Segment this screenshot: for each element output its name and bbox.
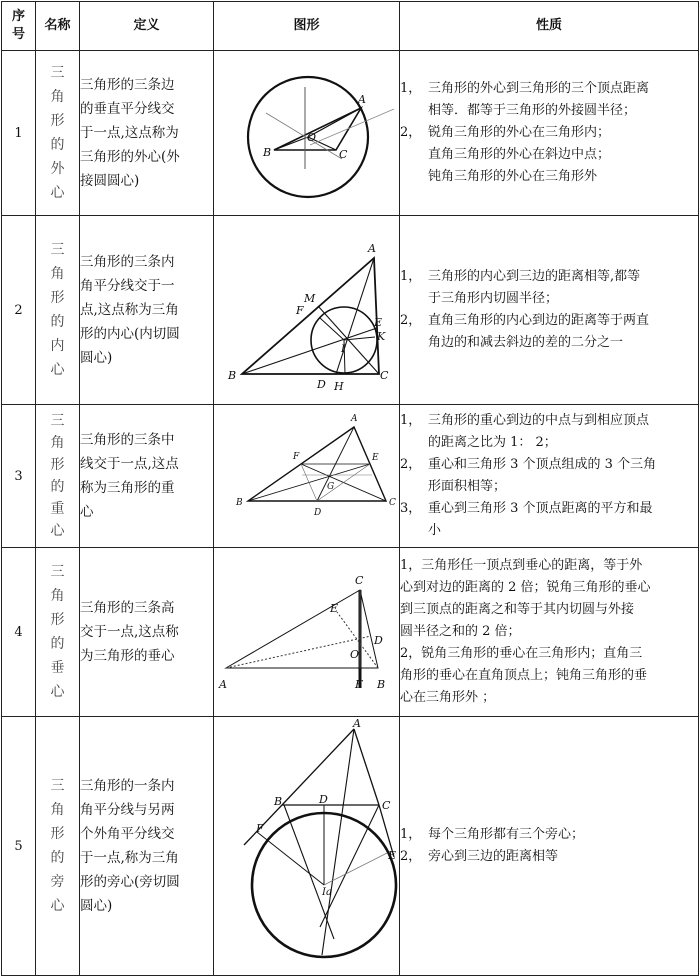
header-index: 序号: [2, 2, 36, 51]
definition-line: 三角形的三条高: [80, 600, 175, 616]
centroid-diagram: [214, 405, 400, 543]
prop-line: 旁心到三边的距离相等: [428, 849, 559, 864]
excenter-figure: [214, 717, 400, 976]
label-B: B: [236, 498, 243, 508]
label-B: B: [377, 678, 386, 691]
name-char: 三: [50, 778, 65, 794]
table-row: [2, 548, 699, 717]
definition-line: 三角形的三条边: [80, 77, 175, 93]
label-D: D: [319, 793, 328, 806]
prop-line: 锐角三角形的外心在三角形内；: [428, 125, 611, 140]
header-row: [2, 2, 699, 51]
prop-num: 2，: [400, 125, 422, 140]
label-A: A: [353, 717, 361, 730]
label-E: E: [330, 602, 339, 615]
label-B: B: [228, 369, 237, 382]
definition-line: 称为三角形的重: [80, 480, 175, 496]
definition-line: 的垂直平分线交: [80, 101, 175, 117]
prop-line: 每个三角形都有三个旁心；: [428, 827, 585, 842]
label-D: D: [314, 508, 322, 518]
name-char: 垂: [50, 660, 65, 676]
definition-line: 线交于一点,这点: [80, 456, 179, 472]
prop-line: 圆半径之和的 2 倍；: [400, 624, 521, 639]
row-properties: [400, 717, 699, 976]
prop-line: 心到对边的距离的 2 倍；锐角三角形的垂心: [400, 580, 651, 595]
prop-num: 3，: [400, 501, 422, 516]
name-char: 形: [50, 826, 65, 842]
label-C: C: [380, 369, 389, 382]
label-C: C: [339, 148, 348, 161]
table-row: [2, 216, 699, 405]
header-figure: 图形: [214, 2, 400, 51]
row-name: [36, 717, 80, 976]
prop-line: 于三角形内切圆半径；: [428, 291, 559, 306]
definition-line: 三角形的三条内: [80, 254, 175, 270]
label-F: F: [296, 304, 304, 317]
label-H: H: [334, 380, 344, 393]
triangle-centers-table: [1, 1, 699, 976]
prop-line: 2，锐角三角形的垂心在三角形内；直角三: [400, 646, 643, 661]
definition-line: 于一点,称为三角: [80, 850, 179, 866]
label-B: B: [263, 146, 272, 159]
table-row: [2, 717, 699, 976]
definition-line: 心: [80, 504, 94, 520]
definition-line: 形的旁心(旁切圆: [80, 874, 180, 890]
excenter-diagram: [214, 717, 400, 971]
row-properties: [400, 51, 699, 216]
label-C: C: [355, 574, 364, 587]
incenter-diagram: [214, 216, 400, 400]
name-char: 角: [50, 802, 65, 818]
header-name: 名称: [36, 2, 80, 51]
definition-line: 个外角平分线交: [80, 826, 175, 842]
row-name: [36, 216, 80, 405]
prop-line: 三角形的外心到三角形的三个顶点距离: [428, 81, 650, 96]
row-index: 1: [2, 51, 36, 216]
label-E: E: [388, 849, 397, 862]
name-char: 形: [50, 612, 65, 628]
circumcenter-diagram: [214, 51, 400, 211]
name-char: 形: [50, 113, 65, 129]
prop-line: 角形的垂心在直角顶点上；钝角三角形的垂: [400, 668, 648, 683]
name-char: 三: [50, 413, 65, 429]
definition-line: 点,这点称为三角: [80, 302, 179, 318]
definition-line: 交于一点,这点称: [80, 624, 179, 640]
row-definition: [80, 548, 214, 717]
prop-line: 相等．都等于三角形的外接圆半径；: [428, 103, 637, 118]
row-name: [36, 548, 80, 717]
row-name: [36, 51, 80, 216]
table-row: [2, 51, 699, 216]
label-E: E: [372, 453, 379, 463]
name-char: 心: [50, 362, 65, 378]
row-definition: [80, 717, 214, 976]
centroid-figure: [214, 405, 400, 548]
row-name: [36, 405, 80, 548]
definition-line: 圆心): [80, 350, 113, 366]
name-char: 的: [50, 479, 65, 495]
name-char: 心: [50, 523, 65, 539]
label-A: A: [358, 93, 366, 106]
name-char: 的: [50, 137, 65, 153]
label-O: O: [307, 131, 317, 144]
label-F: F: [293, 452, 300, 462]
name-char: 形: [50, 457, 65, 473]
label-C: C: [382, 799, 391, 812]
prop-line: 1，三角形任一顶点到垂心的距离，等于外: [400, 558, 643, 573]
row-definition: [80, 51, 214, 216]
label-A: A: [368, 242, 376, 255]
row-properties: [400, 548, 699, 717]
prop-line: 重心和三角形 3 个顶点组成的 3 个三角: [428, 457, 657, 472]
label-I: I: [341, 344, 345, 355]
name-char: 三: [50, 65, 65, 81]
prop-num: 2，: [400, 457, 422, 472]
prop-line: 小: [428, 523, 442, 538]
row-index: 4: [2, 548, 36, 717]
definition-line: 三角形的一条内: [80, 778, 175, 794]
name-char: 的: [50, 636, 65, 652]
prop-line: 角边的和减去斜边的差的二分之一: [428, 335, 624, 350]
row-index: 2: [2, 216, 36, 405]
label-B: B: [274, 795, 283, 808]
name-char: 三: [50, 564, 65, 580]
name-char: 的: [50, 314, 65, 330]
name-char: 的: [50, 850, 65, 866]
label-G: G: [327, 482, 335, 492]
label-Ia: Ia: [322, 887, 332, 898]
row-definition: [80, 216, 214, 405]
header-properties: 性质: [400, 2, 699, 51]
prop-line: 三角形的内心到三边的距离相等,都等: [428, 269, 641, 284]
prop-line: 到三顶点的距离之和等于其内切圆与外接: [400, 602, 635, 617]
prop-num: 2，: [400, 849, 422, 864]
prop-line: 形面积相等；: [428, 479, 507, 494]
definition-line: 接圆圆心): [80, 173, 140, 189]
label-K: K: [377, 330, 386, 343]
label-E: E: [374, 316, 383, 329]
definition-line: 角平分线交于一: [80, 278, 175, 294]
label-A: A: [219, 678, 227, 691]
orthocenter-figure: [214, 548, 400, 717]
prop-num: 1，: [400, 81, 422, 96]
prop-line: 直角三角形的外心在斜边中点；: [428, 147, 611, 162]
prop-num: 2，: [400, 313, 422, 328]
label-M: M: [304, 292, 316, 305]
definition-line: 三角形的外心(外: [80, 149, 180, 165]
label-A: A: [351, 414, 358, 424]
name-char: 角: [50, 266, 65, 282]
prop-num: 1，: [400, 827, 422, 842]
prop-line: 重心到三角形 3 个顶点距离的平方和最: [428, 501, 653, 516]
prop-line: 心在三角形外 ；: [400, 690, 496, 705]
label-D: D: [374, 634, 383, 647]
prop-line: 钝角三角形的外心在三角形外: [428, 169, 598, 184]
name-char: 三: [50, 242, 65, 258]
circumcenter-figure: [214, 51, 400, 216]
name-char: 重: [50, 501, 65, 517]
definition-line: 于一点,这点称为: [80, 125, 179, 141]
orthocenter-diagram: [214, 548, 400, 712]
row-properties: [400, 405, 699, 548]
definition-line: 形的内心(内切圆: [80, 326, 180, 342]
definition-line: 角平分线与另两: [80, 802, 175, 818]
label-F: F: [256, 822, 264, 835]
row-index: 3: [2, 405, 36, 548]
name-char: 形: [50, 290, 65, 306]
row-index: 5: [2, 717, 36, 976]
name-char: 角: [50, 435, 65, 451]
incenter-figure: [214, 216, 400, 405]
name-char: 外: [50, 161, 65, 177]
prop-line: 三角形的重心到边的中点与到相应顶点: [428, 413, 650, 428]
definition-line: 为三角形的垂心: [80, 648, 175, 664]
prop-num: 1，: [400, 413, 422, 428]
label-D: D: [317, 378, 326, 391]
row-properties: [400, 216, 699, 405]
name-char: 心: [50, 185, 65, 201]
label-C: C: [389, 498, 396, 508]
header-definition: 定义: [80, 2, 214, 51]
name-char: 角: [50, 588, 65, 604]
table-row: [2, 405, 699, 548]
definition-line: 三角形的三条中: [80, 432, 175, 448]
definition-line: 圆心): [80, 898, 113, 914]
row-definition: [80, 405, 214, 548]
prop-line: 直角三角形的内心到边的距离等于两直: [428, 313, 650, 328]
name-char: 旁: [50, 874, 65, 890]
name-char: 心: [50, 684, 65, 700]
prop-num: 1，: [400, 269, 422, 284]
prop-line: 的距离之比为 1： 2；: [428, 435, 557, 450]
name-char: 角: [50, 89, 65, 105]
name-char: 内: [50, 338, 65, 354]
label-O: O: [350, 648, 360, 661]
name-char: 心: [50, 898, 65, 914]
label-F: F: [355, 678, 363, 691]
